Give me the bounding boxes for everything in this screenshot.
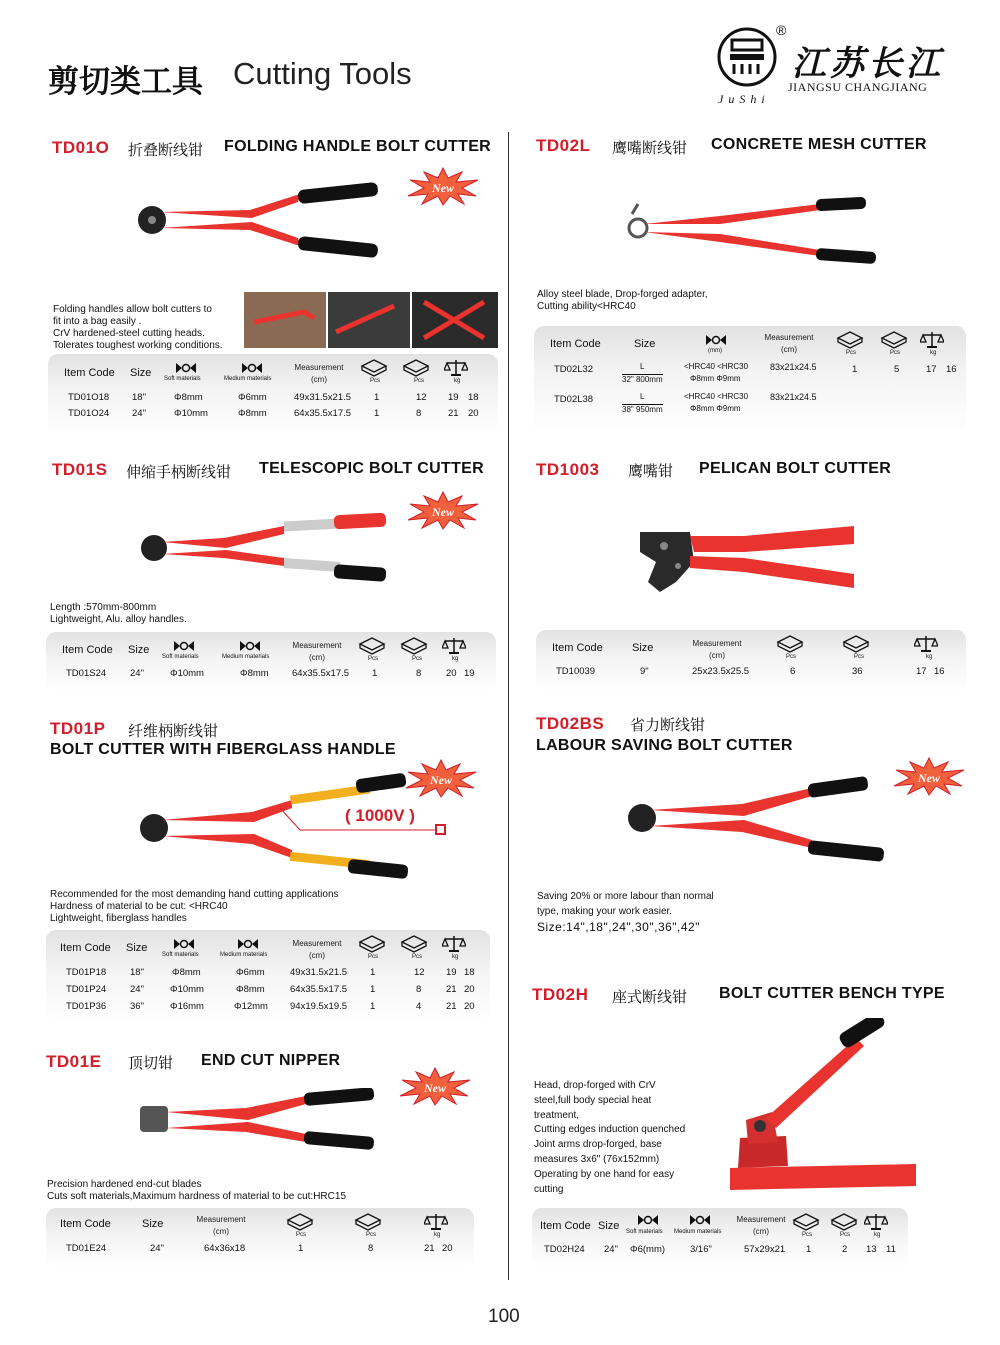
cell: 64x36x18 <box>204 1243 246 1254</box>
product-name-en-td02bs: LABOUR SAVING BOLT CUTTER <box>536 737 793 754</box>
col-pcs: Pcs <box>414 378 425 384</box>
product-name-cn-td02h: 座式断线钳 <box>612 988 688 1006</box>
unit-label: (cm) <box>753 1227 769 1236</box>
carton-icon <box>830 1212 858 1232</box>
spec-table-td01e <box>46 1208 474 1268</box>
new-badge-icon <box>398 1066 472 1106</box>
cell: 36 <box>852 666 863 677</box>
col-size: Size <box>142 1218 164 1230</box>
col-item-code: Item Code <box>60 1218 111 1230</box>
cell: 17 <box>916 666 927 677</box>
cell: 1 <box>806 1244 812 1255</box>
weight-scale-icon <box>920 330 944 350</box>
spec-table-td01s <box>46 632 496 692</box>
cell: 18 <box>464 967 475 978</box>
cell: 19 <box>446 967 457 978</box>
col-item-code: Item Code <box>62 644 113 656</box>
bolt-cross-section-icon <box>636 1212 660 1228</box>
unit-label: (cm) <box>213 1227 229 1236</box>
desc-line: CrV hardened-steel cutting heads. <box>53 328 205 339</box>
col-size: Size <box>598 1220 620 1232</box>
desc-line: Folding handles allow bolt cutters to <box>53 304 212 315</box>
cell: Φ8mm Φ9mm <box>690 404 741 413</box>
cell: 21 <box>446 1001 457 1012</box>
weight-scale-icon <box>914 634 938 654</box>
weight-scale-icon <box>444 358 468 378</box>
col-kg: kg <box>926 654 933 660</box>
desc-line: Hardness of material to be cut: <HRC40 <box>50 901 228 912</box>
col-kg: kg <box>452 954 459 960</box>
cell: 8 <box>368 1243 374 1254</box>
cell: 1 <box>370 1001 376 1012</box>
col-pcs: Pcs <box>802 1232 813 1238</box>
col-kg: kg <box>874 1232 881 1238</box>
col-measurement <box>284 362 354 386</box>
cell: TD10039 <box>556 666 596 677</box>
measurement-label: Measurement <box>292 641 342 650</box>
cell: Φ6mm <box>238 392 267 403</box>
spec-table-td02h <box>532 1208 908 1268</box>
col-pcs: Pcs <box>890 350 901 356</box>
spec-table-td01p <box>46 930 490 1022</box>
cell: 49x31.5x21.5 <box>294 392 352 403</box>
product-name-en-td01p: BOLT CUTTER WITH FIBERGLASS HANDLE <box>50 741 396 758</box>
col-measurement <box>726 1214 796 1238</box>
cell: 21 <box>446 984 457 995</box>
col-soft: Soft materials <box>164 376 201 382</box>
product-name-en-td01s: TELESCOPIC BOLT CUTTER <box>259 460 484 477</box>
cell: 16 <box>946 364 957 375</box>
end-cut-nipper-image <box>136 1088 382 1152</box>
unit-label: (cm) <box>781 345 797 354</box>
cell: TD02L32 <box>554 364 594 375</box>
bench-cutter-image <box>726 1018 922 1192</box>
product-name-en-td1003: PELICAN BOLT CUTTER <box>699 460 892 477</box>
column-divider <box>508 132 509 1280</box>
cell: 20 <box>464 1001 475 1012</box>
page-number: 100 <box>488 1306 520 1327</box>
cell: 38" 950mm <box>622 405 663 414</box>
cell: 12 <box>416 392 427 403</box>
cell: 1 <box>374 392 380 403</box>
measurement-label: Measurement <box>736 1215 786 1224</box>
col-measurement <box>282 938 352 962</box>
cell: 12 <box>414 967 425 978</box>
cell: 5 <box>894 364 900 375</box>
cell: TD01P18 <box>66 967 107 978</box>
cell: 9" <box>640 666 649 677</box>
product-desc-td01s <box>50 602 187 626</box>
col-kg: kg <box>452 656 459 662</box>
labour-saving-cutter-image <box>622 774 886 864</box>
cell: 1 <box>852 364 858 375</box>
product-desc-td01p <box>50 889 339 925</box>
bolt-cross-section-icon <box>172 936 196 952</box>
brand-block <box>716 22 956 106</box>
cell: Φ8mm <box>174 392 203 403</box>
desc-line: Tolerates toughest working conditions. <box>53 340 223 351</box>
inner-box-icon <box>360 358 388 378</box>
bolt-cross-section-icon <box>704 332 728 348</box>
product-name-en-td01o: FOLDING HANDLE BOLT CUTTER <box>224 138 492 155</box>
cell: 16 <box>934 666 945 677</box>
cell: 1 <box>370 967 376 978</box>
cell: 8 <box>416 408 422 419</box>
unit-label: (cm) <box>709 651 725 660</box>
col-medium: Medium materials <box>224 376 272 382</box>
col-medium: Medium materials <box>220 952 268 958</box>
desc-line: Cutting ability<HRC40 <box>537 301 636 312</box>
weight-scale-icon <box>864 1212 888 1232</box>
cell: 18" <box>130 967 144 978</box>
brand-name-en: JIANGSU CHANGJIANG <box>788 80 928 94</box>
cell: 19 <box>448 392 459 403</box>
new-badge-icon <box>892 756 966 796</box>
product-name-cn-td01s: 伸缩手柄断线钳 <box>126 463 232 481</box>
cell: TD02L38 <box>554 394 594 405</box>
cell: 17 <box>926 364 937 375</box>
unit-label: (cm) <box>311 375 327 384</box>
cell: 1 <box>372 668 378 679</box>
inner-box-icon <box>792 1212 820 1232</box>
cell: Φ16mm <box>170 1001 204 1012</box>
spec-table-td1003 <box>536 630 966 692</box>
col-pcs: Pcs <box>296 1232 307 1238</box>
cell: TD01E24 <box>66 1243 107 1254</box>
desc-line: Head, drop-forged with CrV <box>534 1080 656 1091</box>
cell: 57x29x21 <box>744 1244 786 1255</box>
desc-line: measures 3x6" (76x152mm) <box>534 1153 660 1165</box>
cell: 64x35.5x17.5 <box>290 984 348 995</box>
brand-logo-icon <box>716 26 778 88</box>
measurement-label: Measurement <box>764 333 814 342</box>
product-name-cn-td01p: 纤维柄断线钳 <box>128 722 219 740</box>
bolt-cross-section-icon <box>240 360 264 376</box>
col-size: Size <box>130 367 152 379</box>
cell: 18 <box>468 392 479 403</box>
page-header <box>0 0 1000 110</box>
weight-scale-icon <box>424 1212 448 1232</box>
desc-line: Recommended for the most demanding hand cutting applications <box>50 889 339 900</box>
cell: 24" <box>150 1243 164 1254</box>
weight-scale-icon <box>442 934 466 954</box>
cell: TD01O24 <box>68 408 110 419</box>
cell: TD02H24 <box>544 1244 585 1255</box>
col-pcs: Pcs <box>846 350 857 356</box>
cell: Φ10mm <box>174 408 208 419</box>
cell: Φ6(mm) <box>630 1244 666 1255</box>
product-desc-td02l <box>537 289 708 313</box>
inner-box-icon <box>836 330 864 350</box>
registered-mark: ® <box>776 22 787 38</box>
cell: TD01O18 <box>68 392 110 403</box>
col-measurement <box>282 640 352 664</box>
col-kg: kg <box>930 350 937 356</box>
cell: 20 <box>464 984 475 995</box>
size-list-td02bs: Size:14",18",24",30",36",42" <box>537 920 700 934</box>
bolt-cross-section-icon <box>236 936 260 952</box>
cell: 24" <box>132 408 146 419</box>
pelican-cutter-image <box>634 522 862 596</box>
col-soft: Soft materials <box>626 1229 663 1235</box>
cell: 4 <box>416 1001 422 1012</box>
new-badge-icon <box>406 490 480 530</box>
product-code-td1003: TD1003 <box>536 460 600 479</box>
product-code-td02l: TD02L <box>536 136 591 155</box>
cell: 1 <box>370 984 376 995</box>
cell: Φ10mm <box>170 668 204 679</box>
cell: 8 <box>416 984 422 995</box>
cell: Φ8mm Φ9mm <box>690 374 741 383</box>
col-measurement <box>754 332 824 356</box>
col-pcs: Pcs <box>366 1232 377 1238</box>
col-size: Size <box>126 942 148 954</box>
brand-name-cn: 江苏长江 <box>792 44 944 84</box>
desc-line: fit into a bag easily . <box>53 316 142 327</box>
cell: Φ8mm <box>238 408 267 419</box>
bolt-cross-section-icon <box>174 360 198 376</box>
col-size: Size <box>634 338 656 350</box>
cell: L <box>640 362 645 371</box>
col-medium: Medium materials <box>674 1229 722 1235</box>
desc-line: Lightweight, Alu. alloy handles. <box>50 614 187 625</box>
desc-line: Cutting edges induction quenched <box>534 1124 686 1136</box>
bolt-cross-section-icon <box>688 1212 712 1228</box>
cell: 25x23.5x25.5 <box>692 666 750 677</box>
cell: 11 <box>886 1244 896 1255</box>
col-pcs: Pcs <box>368 954 379 960</box>
spec-table-td02l <box>534 326 966 436</box>
inner-box-icon <box>776 634 804 654</box>
folding-photos-image <box>244 292 498 348</box>
desc-line: Alloy steel blade, Drop-forged adapter, <box>537 289 708 300</box>
bolt-cross-section-icon <box>172 638 196 654</box>
col-kg: kg <box>434 1232 441 1238</box>
product-desc-td01o <box>53 304 223 352</box>
cell: 1 <box>298 1243 304 1254</box>
product-desc-td02bs <box>537 889 714 919</box>
product-code-td01s: TD01S <box>52 460 108 479</box>
cell: <HRC40 <HRC30 <box>684 362 749 371</box>
cell: 20 <box>468 408 479 419</box>
product-code-td01o: TD01O <box>52 138 110 157</box>
bolt-cross-section-icon <box>238 638 262 654</box>
bolt-cutter-image <box>130 180 390 260</box>
col-pcs: Pcs <box>840 1232 851 1238</box>
carton-icon <box>842 634 870 654</box>
cell: 36" <box>130 1001 144 1012</box>
cell: 64x35.5x17.5 <box>294 408 352 419</box>
carton-icon <box>880 330 908 350</box>
desc-line: Precision hardened end-cut blades <box>47 1179 202 1190</box>
measurement-label: Measurement <box>196 1215 246 1224</box>
cell: 83x21x24.5 <box>770 392 817 402</box>
desc-line: treatment, <box>534 1109 580 1121</box>
measurement-label: Measurement <box>294 363 344 372</box>
product-name-cn-td02l: 鹰嘴断线钳 <box>612 139 688 157</box>
desc-line: cutting <box>534 1183 564 1195</box>
unit-label: (cm) <box>309 653 325 662</box>
col-kg: kg <box>454 378 461 384</box>
cell: TD01P24 <box>66 984 107 995</box>
col-pcs: Pcs <box>370 378 381 384</box>
col-soft: Soft materials <box>162 952 199 958</box>
col-pcs: Pcs <box>412 656 423 662</box>
product-desc-td01e <box>47 1179 346 1203</box>
cell: 24" <box>130 984 144 995</box>
col-size: Size <box>632 642 654 654</box>
cell: 64x35.5x17.5 <box>292 668 350 679</box>
inner-box-icon <box>358 934 386 954</box>
measurement-label: Measurement <box>692 639 742 648</box>
col-measurement <box>186 1214 256 1238</box>
col-item-code: Item Code <box>550 338 601 350</box>
col-item-code: Item Code <box>552 642 603 654</box>
col-pcs: Pcs <box>368 656 379 662</box>
cell: 24" <box>130 668 144 679</box>
brand-logo-text: JuShi <box>718 92 770 106</box>
product-desc-td02h <box>534 1079 685 1197</box>
product-name-en-td02l: CONCRETE MESH CUTTER <box>711 136 927 153</box>
unit-mm: (mm) <box>708 348 722 354</box>
cell: 2 <box>842 1244 848 1255</box>
product-name-cn-td02bs: 省力断线钳 <box>630 716 706 734</box>
product-code-td01p: TD01P <box>50 719 106 738</box>
col-soft: Soft materials <box>162 654 199 660</box>
product-name-cn-td01e: 顶切钳 <box>128 1054 174 1072</box>
cell: 94x19.5x19.5 <box>290 1001 348 1012</box>
spec-table-td01o <box>48 354 498 436</box>
cell: Φ10mm <box>170 984 204 995</box>
desc-line: steel,full body special heat <box>534 1094 652 1106</box>
cell: 32" 800mm <box>622 375 663 384</box>
inner-box-icon <box>286 1212 314 1232</box>
cell: Φ8mm <box>240 668 269 679</box>
cell: 19 <box>464 668 475 679</box>
product-code-td02h: TD02H <box>532 985 589 1004</box>
carton-icon <box>400 636 428 656</box>
carton-icon <box>400 934 428 954</box>
col-size: Size <box>128 644 150 656</box>
cell: 21 <box>448 408 459 419</box>
cell: 13 <box>866 1244 877 1255</box>
concrete-mesh-cutter-image <box>620 194 880 270</box>
carton-icon <box>354 1212 382 1232</box>
cell: 24" <box>604 1244 618 1255</box>
measurement-label: Measurement <box>292 939 342 948</box>
cell: 21 <box>424 1243 435 1254</box>
unit-label: (cm) <box>309 951 325 960</box>
col-item-code: Item Code <box>540 1220 591 1232</box>
product-code-td01e: TD01E <box>46 1052 102 1071</box>
desc-line: Saving 20% or more labour than normal <box>537 891 714 902</box>
cell: Φ8mm <box>236 984 265 995</box>
product-name-cn-td01o: 折叠断线钳 <box>128 141 204 159</box>
cell: 20 <box>446 668 457 679</box>
cell: <HRC40 <HRC30 <box>684 392 749 401</box>
col-measurement <box>682 638 752 662</box>
page-title-en: Cutting Tools <box>233 56 412 91</box>
col-pcs: Pcs <box>412 954 423 960</box>
cell: 6 <box>790 666 796 677</box>
cell: TD01S24 <box>66 668 107 679</box>
new-badge-icon <box>406 166 480 206</box>
desc-line: type, making your work easier. <box>537 906 673 917</box>
telescopic-cutter-image <box>134 512 392 586</box>
cell: 18" <box>132 392 146 403</box>
col-medium: Medium materials <box>222 654 270 660</box>
product-name-cn-td1003: 鹰嘴钳 <box>628 462 674 480</box>
cell: 49x31.5x21.5 <box>290 967 348 978</box>
cell: 1 <box>374 408 380 419</box>
weight-scale-icon <box>442 636 466 656</box>
carton-icon <box>402 358 430 378</box>
voltage-rating-label: ( 1000V ) <box>345 806 415 825</box>
cell: 8 <box>416 668 422 679</box>
cell: 83x21x24.5 <box>770 362 817 372</box>
col-item-code: Item Code <box>60 942 111 954</box>
desc-line: Lightweight, fiberglass handles <box>50 913 187 924</box>
desc-line: Operating by one hand for easy <box>534 1168 675 1180</box>
col-pcs: Pcs <box>786 654 797 660</box>
cell: TD01P36 <box>66 1001 107 1012</box>
cell: 20 <box>442 1243 453 1254</box>
page-title-cn: 剪切类工具 <box>48 64 203 100</box>
inner-box-icon <box>358 636 386 656</box>
cell: Φ6mm <box>236 967 265 978</box>
cell: 3/16" <box>690 1244 712 1255</box>
desc-line: Length :570mm-800mm <box>50 602 157 613</box>
col-pcs: Pcs <box>854 654 865 660</box>
cell: Φ8mm <box>172 967 201 978</box>
product-name-en-td02h: BOLT CUTTER BENCH TYPE <box>719 985 945 1002</box>
product-code-td02bs: TD02BS <box>536 714 605 733</box>
col-item-code: Item Code <box>64 367 115 379</box>
product-name-en-td01e: END CUT NIPPER <box>201 1052 341 1069</box>
cell: L <box>640 392 645 401</box>
cell: Φ12mm <box>234 1001 268 1012</box>
desc-line: Cuts soft materials,Maximum hardness of material to be cut:HRC15 <box>47 1191 346 1202</box>
desc-line: Joint arms drop-forged, base <box>534 1139 662 1151</box>
